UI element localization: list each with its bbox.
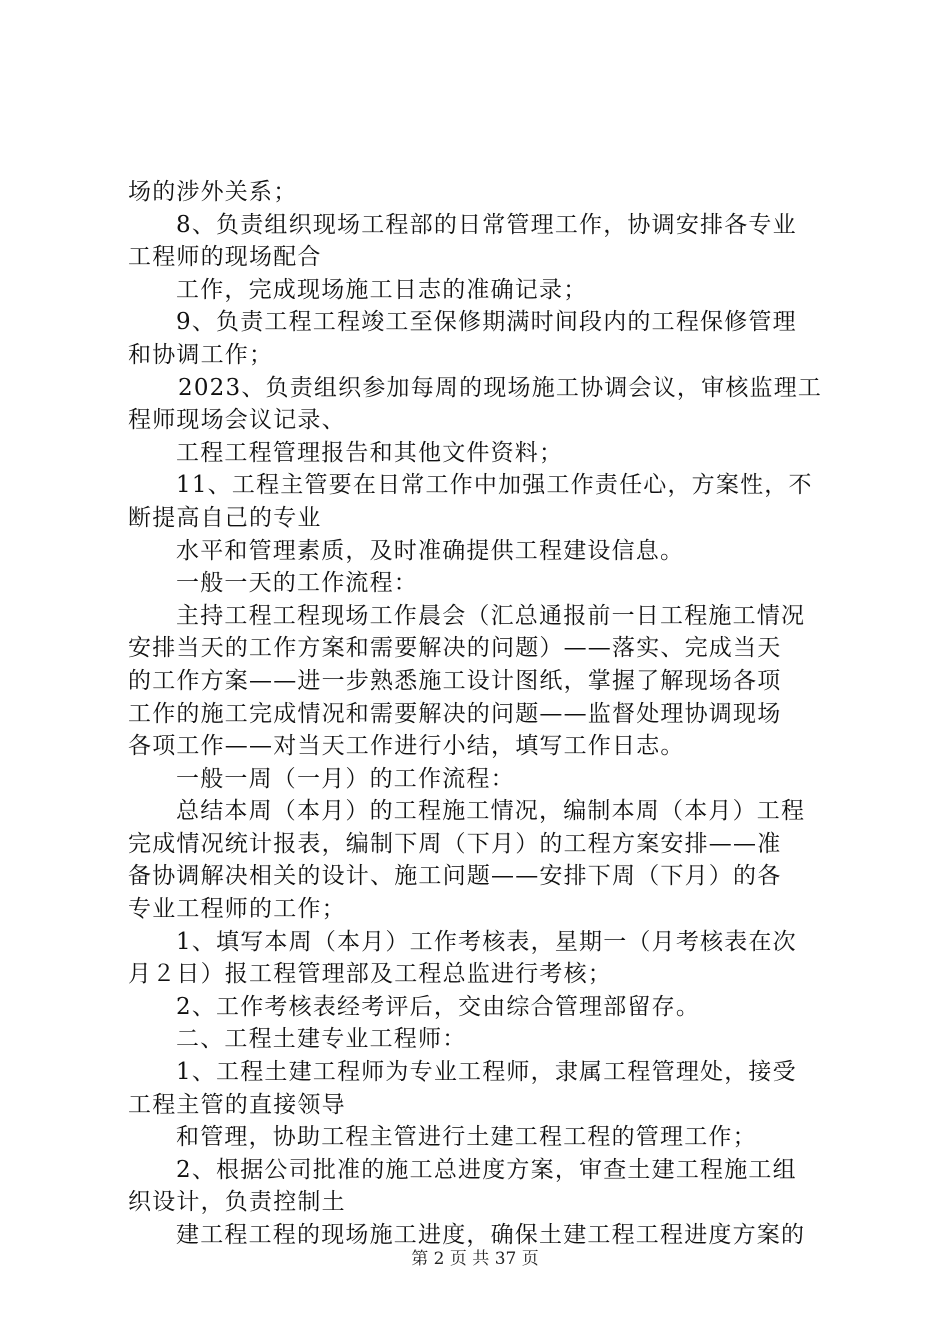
text-line: 织设计，负责控制土 bbox=[128, 1189, 346, 1216]
text-line: 工作的施工完成情况和需要解决的问题——监督处理协调现场 bbox=[128, 700, 782, 727]
text-line: 的工作方案——进一步熟悉施工设计图纸，掌握了解现场各项 bbox=[128, 667, 782, 694]
text-line: 水平和管理素质，及时准确提供工程建设信息。 bbox=[176, 537, 685, 564]
body-text bbox=[128, 176, 838, 1252]
text-line: 1、工程土建工程师为专业工程师，隶属工程管理处，接受 bbox=[176, 1059, 797, 1086]
text-line: 工程主管的直接领导 bbox=[128, 1091, 346, 1118]
text-line: 2、工作考核表经考评后，交由综合管理部留存。 bbox=[176, 993, 701, 1020]
text-line: 2、根据公司批准的施工总进度方案，审查土建工程施工组 bbox=[176, 1156, 797, 1183]
text-line: 月２日）报工程管理部及工程总监进行考核； bbox=[128, 961, 612, 988]
text-line: 各项工作——对当天工作进行小结，填写工作日志。 bbox=[128, 733, 685, 760]
text-line: 备协调解决相关的设计、施工问题——安排下周（下月）的各 bbox=[128, 863, 782, 890]
text-line: 11、工程主管要在日常工作中加强工作责任心，方案性，不 bbox=[176, 472, 813, 499]
text-line: 完成情况统计报表，编制下周（下月）的工程方案安排——准 bbox=[128, 830, 782, 857]
page-number-footer: 第 2 页 共 37 页 bbox=[411, 1249, 539, 1269]
text-line: 和协调工作； bbox=[128, 341, 274, 368]
text-line: 安排当天的工作方案和需要解决的问题）——落实、完成当天 bbox=[128, 635, 782, 662]
text-line: 专业工程师的工作； bbox=[128, 896, 346, 923]
text-line: 一般一天的工作流程： bbox=[176, 570, 418, 597]
text-line: 建工程工程的现场施工进度，确保土建工程工程进度方案的 bbox=[176, 1222, 806, 1248]
text-line: 2023、负责组织参加每周的现场施工协调会议，审核监理工 bbox=[178, 374, 823, 401]
text-line: 工程师的现场配合 bbox=[128, 244, 322, 271]
text-line: 场的涉外关系； bbox=[128, 179, 298, 205]
text-line: 程师现场会议记录、 bbox=[128, 407, 346, 434]
text-line: 工程工程管理报告和其他文件资料； bbox=[176, 439, 564, 466]
text-line: 二、工程土建专业工程师： bbox=[176, 1026, 467, 1053]
text-line: 1、填写本周（本月）工作考核表，星期一（月考核表在次 bbox=[176, 928, 797, 955]
text-line: 9、负责工程工程竣工至保修期满时间段内的工程保修管理 bbox=[176, 309, 797, 336]
text-line: 主持工程工程现场工作晨会（汇总通报前一日工程施工情况 bbox=[176, 602, 806, 629]
text-line: 8、负责组织现场工程部的日常管理工作，协调安排各专业 bbox=[176, 211, 797, 238]
text-line: 总结本周（本月）的工程施工情况，编制本周（本月）工程 bbox=[176, 798, 806, 825]
text-line: 和管理，协助工程主管进行土建工程工程的管理工作； bbox=[176, 1124, 757, 1151]
text-line: 工作，完成现场施工日志的准确记录； bbox=[176, 276, 588, 303]
text-line: 断提高自己的专业 bbox=[128, 504, 322, 531]
text-line: 一般一周（一月）的工作流程： bbox=[176, 765, 515, 792]
